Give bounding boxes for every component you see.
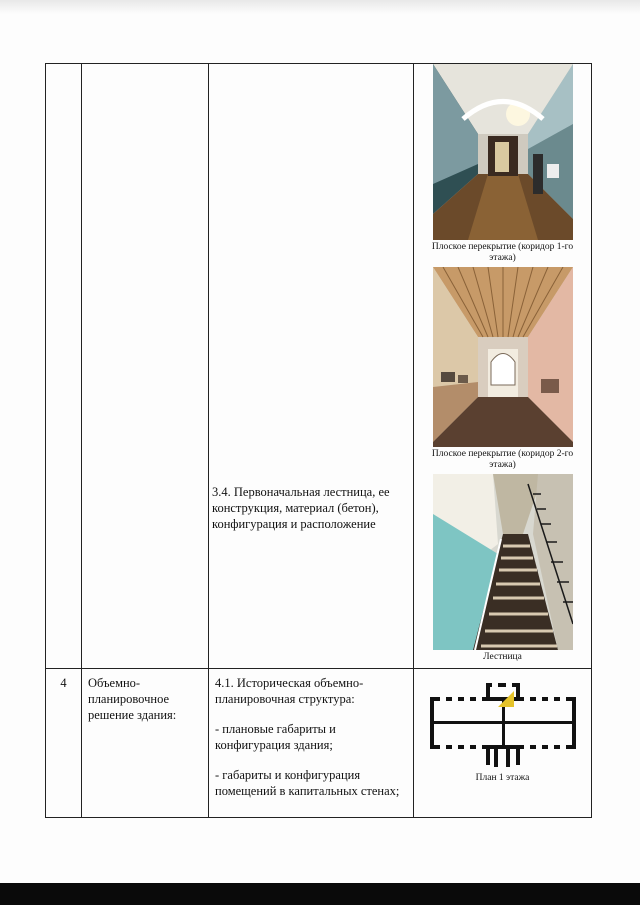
staircase-photo <box>433 474 573 650</box>
row-plan-cell <box>414 669 592 818</box>
page-top-edge <box>0 0 640 14</box>
scan-bottom-edge <box>0 883 640 905</box>
photo-caption: Плоское перекрытие (коридор 2-го этажа) <box>431 449 574 470</box>
corridor-1-photo <box>433 64 573 240</box>
row-title-cell: Объемно-планировочное решение здания: <box>82 669 209 818</box>
photo-caption: Плоское перекрытие (коридор 1-го этажа) <box>431 242 574 263</box>
table-row <box>46 64 592 669</box>
subject-heading: 4.1. Историческая объемно-планировочная структура: <box>215 676 364 706</box>
row-title-cell <box>82 64 209 669</box>
subject-item: - габариты и конфигурация помещений в капитальных стенах; <box>215 768 400 798</box>
table-row <box>46 669 592 818</box>
subject-staircase-text: 3.4. Первоначальная лестница, ее конструкция, материал (бетон), конфигурация и расположение <box>212 485 390 531</box>
protection-subject-table <box>45 63 592 818</box>
row-subject-cell <box>209 669 414 818</box>
row-subject-cell <box>209 64 414 669</box>
floor-plan-icon <box>428 677 578 769</box>
corridor-2-photo <box>433 267 573 447</box>
subject-item: - плановые габариты и конфигурация здания; <box>215 722 336 752</box>
row-number-cell <box>46 64 82 669</box>
photo-caption: Лестница <box>483 652 522 662</box>
row-number-cell: 4 <box>46 669 82 818</box>
row-photo-cell <box>414 64 592 669</box>
plan-caption: План 1 этажа <box>475 773 530 783</box>
